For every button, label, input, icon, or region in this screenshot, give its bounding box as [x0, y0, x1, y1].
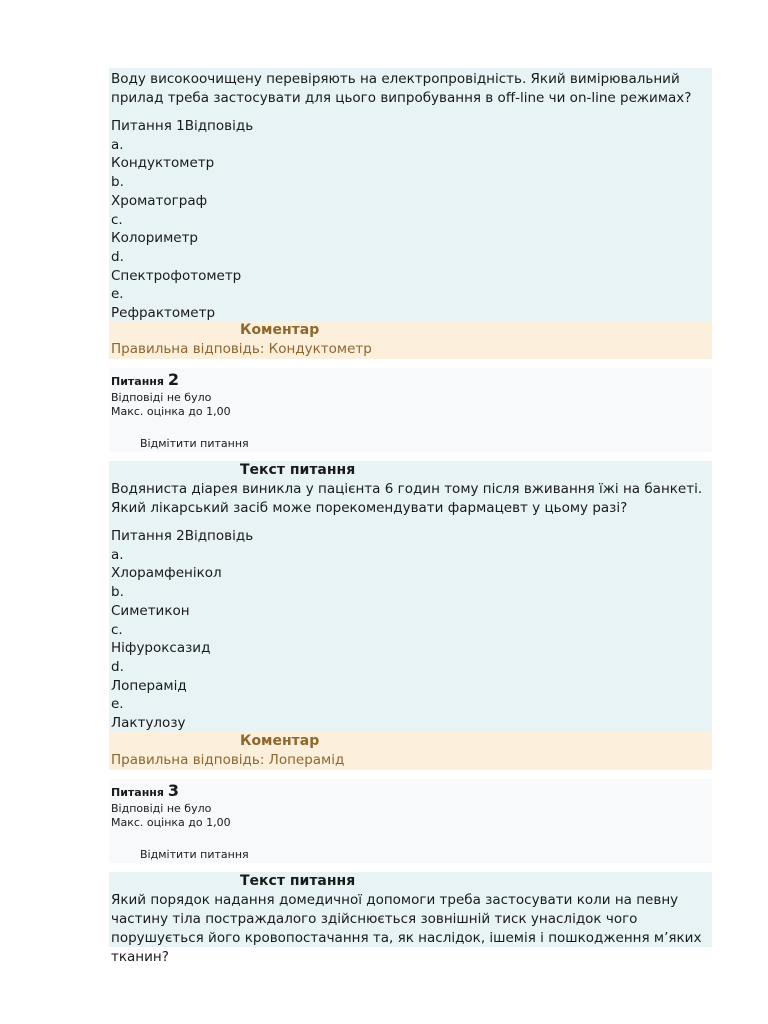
- feedback-heading: Коментар: [240, 322, 320, 338]
- question-state: Відповіді не було: [111, 391, 212, 404]
- option-letter: a.: [111, 136, 124, 153]
- question-2-answers: [109, 527, 712, 733]
- option-text: Хроматограф: [111, 192, 208, 209]
- option-letter: b.: [111, 584, 124, 601]
- question-1-feedback: [109, 321, 712, 359]
- answer-label: Питання 2Відповідь: [111, 528, 254, 544]
- option-text: Симетикон: [111, 602, 190, 619]
- question-label: Питання: [111, 375, 164, 388]
- option-text: Лактулозу: [111, 715, 186, 732]
- option-letter: a.: [111, 546, 124, 563]
- flag-question-link[interactable]: Відмітити питання: [140, 848, 249, 861]
- question-2-content: [109, 461, 712, 732]
- question-3-text: Який порядок надання домедичної допомоги треба застосувати коли на певну частину тіла постраждалого здійснюється зовнішній тиск унаслідок чого порушується його кровопостачання та, як наслідок, ішемія і пошкодження м’яких тканин?: [111, 892, 702, 965]
- option-text: Хлорамфенікол: [111, 565, 222, 582]
- question-grade: Макс. оцінка до 1,00: [111, 816, 231, 829]
- question-grade: Макс. оцінка до 1,00: [111, 405, 231, 418]
- question-number-value: 2: [167, 370, 179, 389]
- option-text: Рефрактометр: [111, 305, 216, 322]
- answer-label: Питання 1Відповідь: [111, 118, 254, 134]
- correct-answer: Правильна відповідь: Лоперамід: [111, 752, 345, 768]
- question-2-feedback: [109, 732, 712, 770]
- option-text: Лоперамід: [111, 677, 187, 694]
- flag-question-link[interactable]: Відмітити питання: [140, 437, 249, 450]
- correct-answer: Правильна відповідь: Кондуктометр: [111, 341, 372, 357]
- question-text-heading: Текст питання: [240, 462, 356, 478]
- option-text: Кондуктометр: [111, 155, 215, 172]
- question-2-text: Водяниста діарея виникла у пацієнта 6 годин тому після вживання їжі на банкеті. Який лікарський засіб може порекомендувати фармацевт у цьому разі?: [111, 481, 703, 516]
- question-number: [109, 779, 712, 802]
- feedback-heading: Коментар: [240, 733, 320, 749]
- option-letter: c.: [111, 621, 123, 638]
- question-1-text: Воду високоочищену перевіряють на електропровідність. Який вимірювальний прилад треба застосувати для цього випробування в off-line чи on-line режимах?: [111, 71, 692, 106]
- option-letter: e.: [111, 286, 124, 303]
- option-letter: d.: [111, 248, 124, 265]
- question-2-info: [109, 368, 712, 452]
- option-letter: c.: [111, 211, 123, 228]
- question-3-content: [109, 872, 712, 965]
- option-text: Колориметр: [111, 230, 198, 247]
- question-3-info: [109, 779, 712, 863]
- question-number-value: 3: [167, 781, 179, 800]
- question-1-answers: [109, 117, 712, 323]
- option-text: Ніфуроксазид: [111, 640, 211, 657]
- option-letter: e.: [111, 696, 124, 713]
- question-label: Питання: [111, 786, 164, 799]
- option-letter: d.: [111, 658, 124, 675]
- option-letter: b.: [111, 174, 124, 191]
- option-text: Спектрофотометр: [111, 267, 242, 284]
- question-state: Відповіді не було: [111, 802, 212, 815]
- question-1-content: [109, 68, 712, 321]
- question-text-heading: Текст питання: [240, 873, 356, 889]
- question-number: [109, 368, 712, 391]
